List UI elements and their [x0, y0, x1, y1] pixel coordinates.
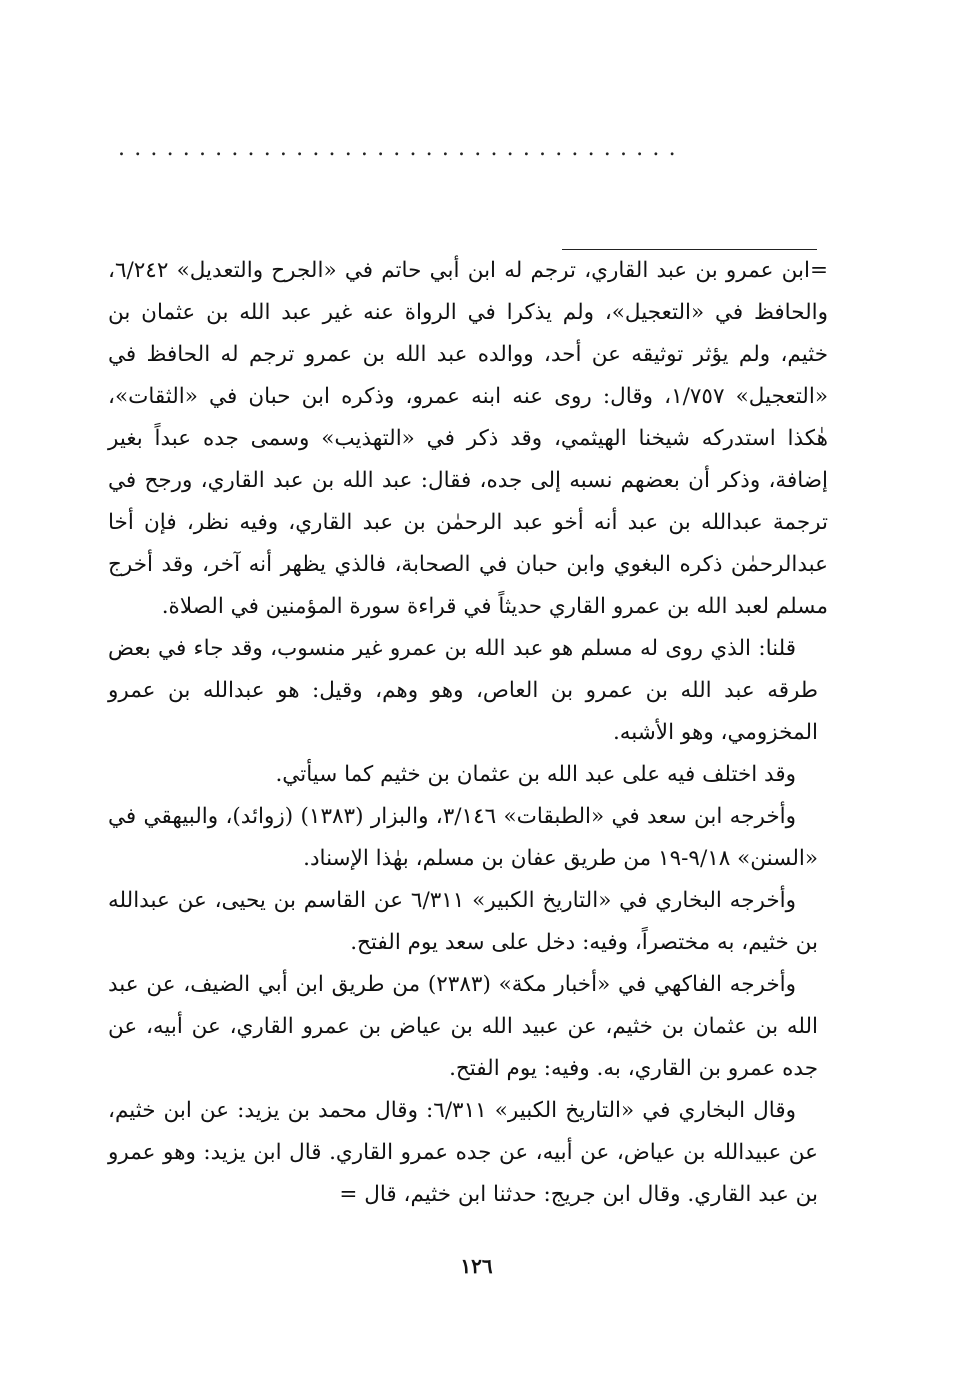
footnote-paragraph-4: وأخرجه ابن سعد في «الطبقات» ٣/١٤٦، والبزار (١٣٨٣) (زوائد)، والبيهقي في «السنن» ٩/١٨-١٩ من طريق عفان بن مسلم، بهٰذا الإسناد. — [108, 804, 818, 871]
footnote-paragraph-6: وأخرجه الفاكهي في «أخبار مكة» (٢٣٨٣) من طريق ابن أبي الضيف، عن عبد الله بن عثمان بن خثيم، عن عبيد الله بن عياض بن عمرو القاري، عن أبيه، عن جده عمرو بن القاري، به. وفيه: يوم الفتح. — [108, 972, 818, 1081]
page-number: ١٢٦ — [460, 1254, 493, 1278]
footnote-paragraph-3: وقد اختلف فيه على عبد الله بن عثمان بن خثيم كما سيأتي. — [275, 762, 796, 787]
footnote-paragraph-7: وقال البخاري في «التاريخ الكبير» ٦/٣١١: وقال محمد بن يزيد: عن ابن خثيم، عن عبيدالله بن عياض، عن أبيه، عن جده عمرو القاري. قال ابن يزيد: وهو عمرو بن عبد القاري. وقال ابن جريج: حدثنا ابن خثيم، قال = — [108, 1098, 818, 1207]
footnote-paragraph-2: قلنا: الذي روى له مسلم هو عبد الله بن عمرو غير منسوب، وقد جاء في بعض طرقه عبد الله بن عمرو بن العاص، وهو وهم، وقيل: هو عبدالله بن عمرو المخزومي، وهو الأشبه. — [108, 636, 818, 745]
footnote-text — [108, 250, 828, 1216]
separator-dots: ................................... — [118, 138, 685, 160]
footnote-paragraph-5: وأخرجه البخاري في «التاريخ الكبير» ٦/٣١١ عن القاسم بن يحيى، عن عبدالله بن خثيم، به مختصراً، وفيه: دخل على سعد يوم الفتح. — [108, 888, 818, 955]
footnote-paragraph-1: =ابن عمرو بن عبد القاري، ترجم له ابن أبي حاتم في «الجرح والتعديل» ٦/٢٤٢، والحافظ في «التعجيل»، ولم يذكرا في الرواة عنه غير عبد الله بن عثمان بن خثيم، ولم يؤثر توثيقه عن أحد، ووالده عبد الله بن عمرو ترجم له الحافظ في «التعجيل» ١/٧٥٧، وقال: روى عنه ابنه عمرو، وذكره ابن حبان في «الثقات»، هٰكذا استدركه شيخنا الهيثمي، وقد ذكر في «التهذيب» وسمى جده عبداً بغير إضافة، وذكر أن بعضهم نسبه إلى جده، فقال: عبد الله بن عبد القاري، ورجح في ترجمة عبدالله بن عبد أنه أخو عبد الرحمٰن بن عبد القاري، وفيه نظر، فإن أخا عبدالرحمٰن ذكره البغوي وابن حبان في الصحابة، فالذي يظهر أنه آخر، وقد أخرج مسلم لعبد الله بن عمرو القاري حديثاً في قراءة سورة المؤمنين في الصلاة. — [108, 258, 828, 619]
